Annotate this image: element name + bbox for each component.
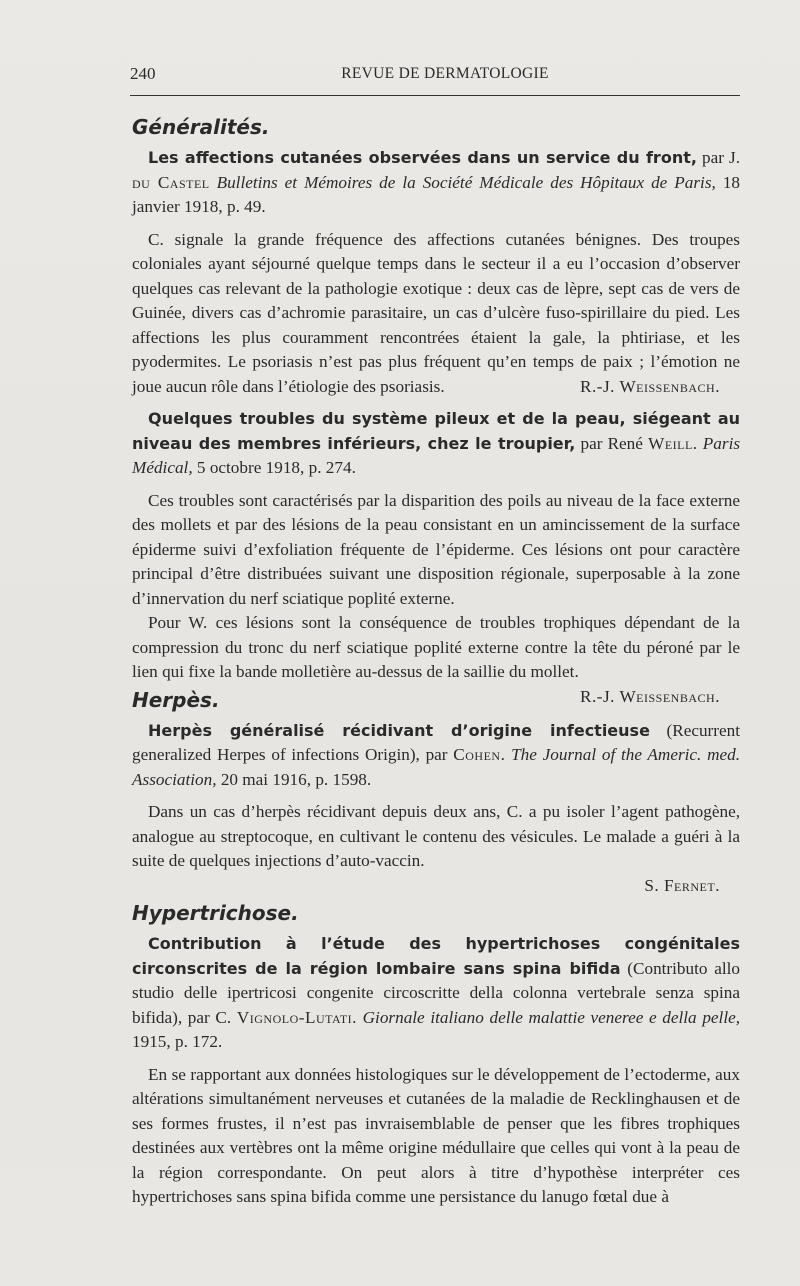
article-date: 20 mai 1916, p. 1598.: [220, 769, 372, 789]
article-body: [132, 228, 740, 400]
article-subtitle: (Contributo allo studio delle ipertricosi congenite circoscritte della colonna vertebrale senza spina bifida), par C.: [132, 958, 741, 1027]
article-signature: S. Fernet.: [644, 875, 720, 895]
article-header: [132, 932, 740, 1055]
article-source: Paris Médical,: [132, 433, 741, 477]
page-header: [130, 62, 740, 92]
section-heading-generalites: Généralités.: [132, 115, 270, 139]
page-body: [132, 112, 740, 1210]
article-body: Dans un cas d’herpès récidivant depuis deux ans, C. a pu isoler l’agent pathogène, analogue au streptocoque, en cultivant le contenu des vésicules. Le malade a guéri à la suite de quelques injections d’auto-vaccin.: [132, 802, 740, 870]
article-body: En se rapportant aux données histologiques sur le développement de l’ectoderme, aux altérations simultanément nerveuses et cutanées de la maladie de Recklinghausen et de ses formes frustes, il n’est pas invraisemblable de penser que les fibres trophiques destinées aux vertèbres ont la même origine médullaire que celles qui vont à la peau de la région correspondante. On peut alors à titre d’hypothèse interpréter ces hypertrichoses sans spina bifida comme une persistance du lanugo fœtal due à: [132, 1064, 740, 1206]
article-author: Cohen.: [453, 745, 506, 764]
article-source: Bulletins et Mémoires de la Société Médicale des Hôpitaux de Paris,: [216, 172, 716, 192]
article-text: Pour W. ces lésions sont la conséquence de troubles trophiques dépendant de la compression du tronc du nerf sciatique poplité externe contre la tête du péroné par le lien qui fixe la bande molletière au-dessus de la saillie du mollet.: [132, 613, 740, 681]
article-signature: R.-J. Weissenbach.: [580, 686, 720, 706]
article-date: 1915, p. 172.: [132, 1032, 223, 1051]
article-header: [132, 407, 740, 481]
section-heading-herpes: Herpès.: [132, 687, 220, 712]
running-title: REVUE DE DERMATOLOGIE: [341, 65, 549, 82]
article-subtitle: (Recurrent generalized Herpes of infections Origin), par: [132, 720, 740, 764]
article-title: Contribution à l’étude des hypertrichoses congénitales circonscrites de la région lombaire sans spina bifida: [132, 934, 740, 978]
article-title: Les affections cutanées observées dans un service du front,: [148, 148, 697, 167]
article-by: par J.: [702, 148, 740, 167]
section-heading-hypertrichose: Hypertrichose.: [132, 901, 299, 925]
article-header: [132, 146, 740, 220]
article-date: 5 octobre 1918, p. 274.: [196, 458, 356, 477]
article-source: The Journal of the Americ. med. Association,: [132, 745, 741, 789]
article-author: du Castel: [132, 172, 210, 192]
article-title: Herpès généralisé récidivant d’origine infectieuse: [148, 720, 650, 740]
article-author: Vignolo-Lutati.: [236, 1007, 357, 1027]
article-title: Quelques troubles du système pileux et de la peau, siégeant au niveau des membres inférieurs, chez le troupier,: [132, 409, 740, 453]
header-rule: [130, 95, 740, 96]
article-header: [132, 719, 740, 793]
article-source: Giornale italiano delle malattie veneree e della pelle,: [362, 1007, 741, 1027]
article-signature: R.-J. Weissenbach.: [580, 376, 720, 396]
page-number: 240: [130, 64, 156, 83]
article-date: 18 janvier 1918, p. 49.: [132, 172, 740, 216]
article-text: C. signale la grande fréquence des affections cutanées bénignes. Des troupes coloniales ayant séjourné quelque temps dans le secteur il a eu l’occasion d’observer quelques cas relevant de la pathologie exotique : deux cas de lèpre, sept cas de vers de Guinée, divers cas d’achromie parasitaire, un cas d’ulcère fuso-spirillaire du pied. Les affections les plus couramment rencontrées étaient la gale, la phtiriase, et les pyodermites. Le psoriasis n’est pas plus fréquent qu’en temps de paix ; l’émotion ne joue aucun rôle dans l’étiologie des psoriasis.: [132, 229, 740, 396]
article-body: Ces troubles sont caractérisés par la disparition des poils au niveau de la face externe des mollets et par des lésions de la peau consistant en un amincissement de la surface épiderme suivi d’exfoliation fréquente de l’épiderme. Ces lésions ont pour caractère principal d’être distribuées suivant une disposition régionale, superposable à la zone d’innervation du nerf sciatique poplité externe.: [132, 490, 740, 608]
article-by: par René: [580, 433, 643, 453]
article-author: Weill.: [648, 433, 698, 453]
